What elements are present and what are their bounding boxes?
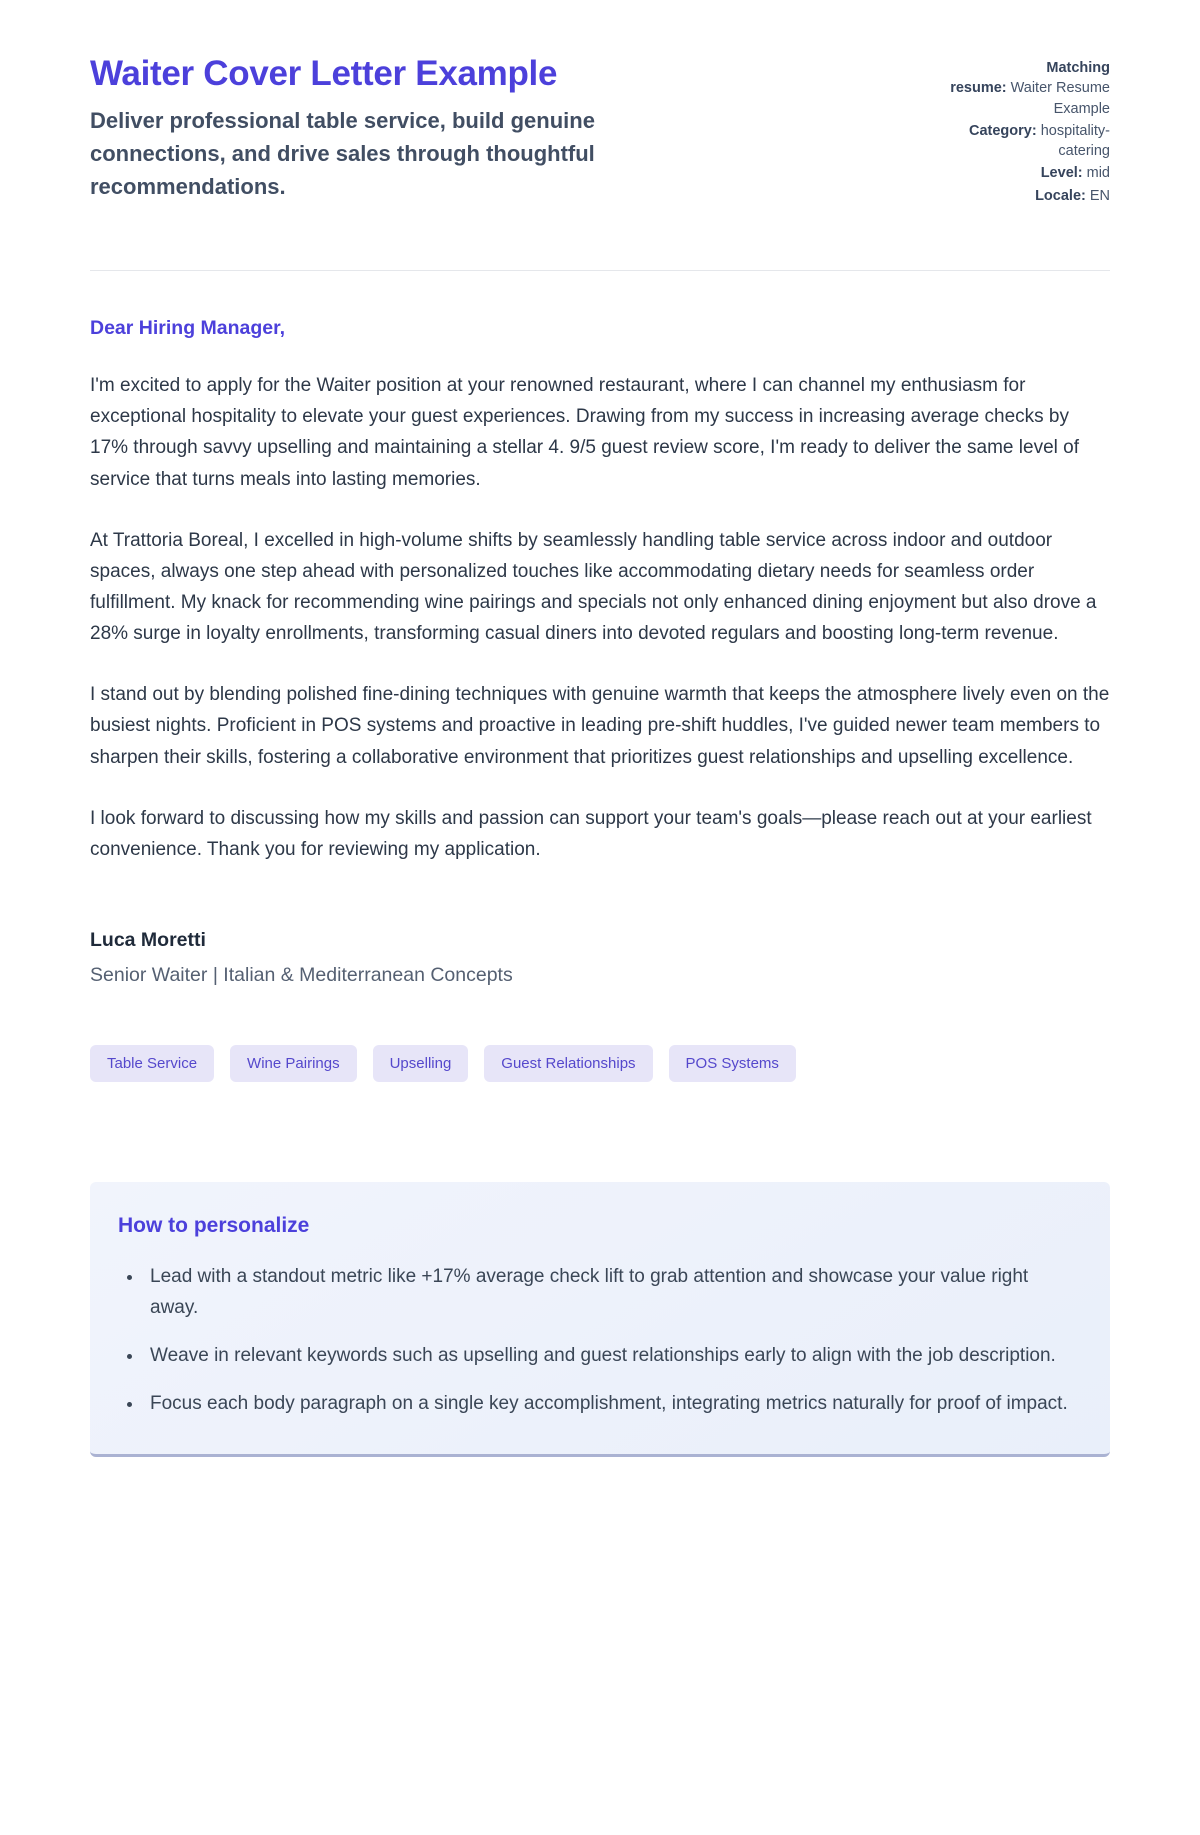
meta-value: Waiter Resume Example bbox=[1010, 80, 1110, 117]
header bbox=[90, 52, 1110, 208]
cover-letter-body bbox=[90, 317, 1110, 987]
signature-block bbox=[90, 929, 1110, 987]
meta-locale bbox=[950, 186, 1110, 206]
letter-paragraph: I stand out by blending polished fine-dining techniques with genuine warmth that keeps the atmosphere lively even on the busiest nights. Proficient in POS systems and proactive in leading pre-shift huddles, I've guided newer team members to sharpen their skills, fostering a collaborative environment that prioritizes guest relationships and upselling excellence. bbox=[90, 684, 1110, 768]
meta-category bbox=[950, 121, 1110, 162]
meta-label: Level: bbox=[1040, 165, 1083, 182]
tips-card bbox=[90, 1182, 1110, 1457]
page-title: Waiter Cover Letter Example bbox=[90, 54, 558, 93]
letter-greeting: Dear Hiring Manager, bbox=[90, 317, 286, 340]
meta-level bbox=[950, 163, 1110, 183]
tip-item: • Focus each body paragraph on a single key accomplishment, integrating metrics naturally for proof of impact. bbox=[144, 1389, 1080, 1419]
tips-heading: How to personalize bbox=[118, 1214, 310, 1238]
letter-paragraph: I look forward to discussing how my skills and passion can support your team's goals—please reach out at your earliest convenience. Thank you for reviewing my application. bbox=[90, 807, 1092, 860]
meta-panel bbox=[950, 52, 1110, 208]
meta-value: mid bbox=[1086, 165, 1110, 182]
skill-tag: Wine Pairings bbox=[230, 1045, 357, 1082]
tip-item: • Weave in relevant keywords such as upselling and guest relationships early to align with the job description. bbox=[144, 1341, 1080, 1371]
meta-value: EN bbox=[1089, 187, 1110, 204]
skill-tag: Upselling bbox=[373, 1045, 469, 1082]
tip-item: • Lead with a standout metric like +17% average check lift to grab attention and showcase your value right away. bbox=[144, 1262, 1080, 1323]
meta-matching-resume bbox=[950, 58, 1110, 119]
page-subtitle: Deliver professional table service, build genuine connections, and drive sales through thoughtful recommendations. bbox=[90, 107, 595, 199]
meta-label: Locale: bbox=[1035, 187, 1086, 204]
skill-tag: POS Systems bbox=[669, 1045, 796, 1082]
meta-label: Category: bbox=[969, 122, 1037, 139]
header-divider bbox=[90, 270, 1110, 271]
skill-tag: Guest Relationships bbox=[484, 1045, 652, 1082]
skill-tags bbox=[90, 1045, 1110, 1082]
signature-role: Senior Waiter | Italian & Mediterranean Concepts bbox=[90, 964, 513, 987]
letter-paragraph: I'm excited to apply for the Waiter position at your renowned restaurant, where I can channel my enthusiasm for exceptional hospitality to elevate your guest experiences. Drawing from my success in increasing average checks by 17% through savvy upselling and maintaining a stellar 4. 9/5 guest review score, I'm ready to deliver the same level of service that turns meals into lasting memories. bbox=[90, 375, 1079, 490]
letter-paragraph: At Trattoria Boreal, I excelled in high-volume shifts by seamlessly handling table service across indoor and outdoor spaces, always one step ahead with personalized touches like accommodating dietary needs for seamless order fulfillment. My knack for recommending wine pairings and specials not only enhanced dining enjoyment but also drove a 28% surge in loyalty enrollments, transforming casual diners into devoted regulars and boosting long-term revenue. bbox=[90, 529, 1097, 645]
meta-label: Matching resume: bbox=[950, 60, 1110, 97]
signature-name: Luca Moretti bbox=[90, 929, 206, 952]
header-titles bbox=[90, 52, 730, 203]
meta-value: hospitality-catering bbox=[1040, 122, 1110, 160]
tips-list bbox=[118, 1262, 1080, 1420]
page-content bbox=[90, 0, 1110, 1517]
skill-tag: Table Service bbox=[90, 1045, 214, 1082]
